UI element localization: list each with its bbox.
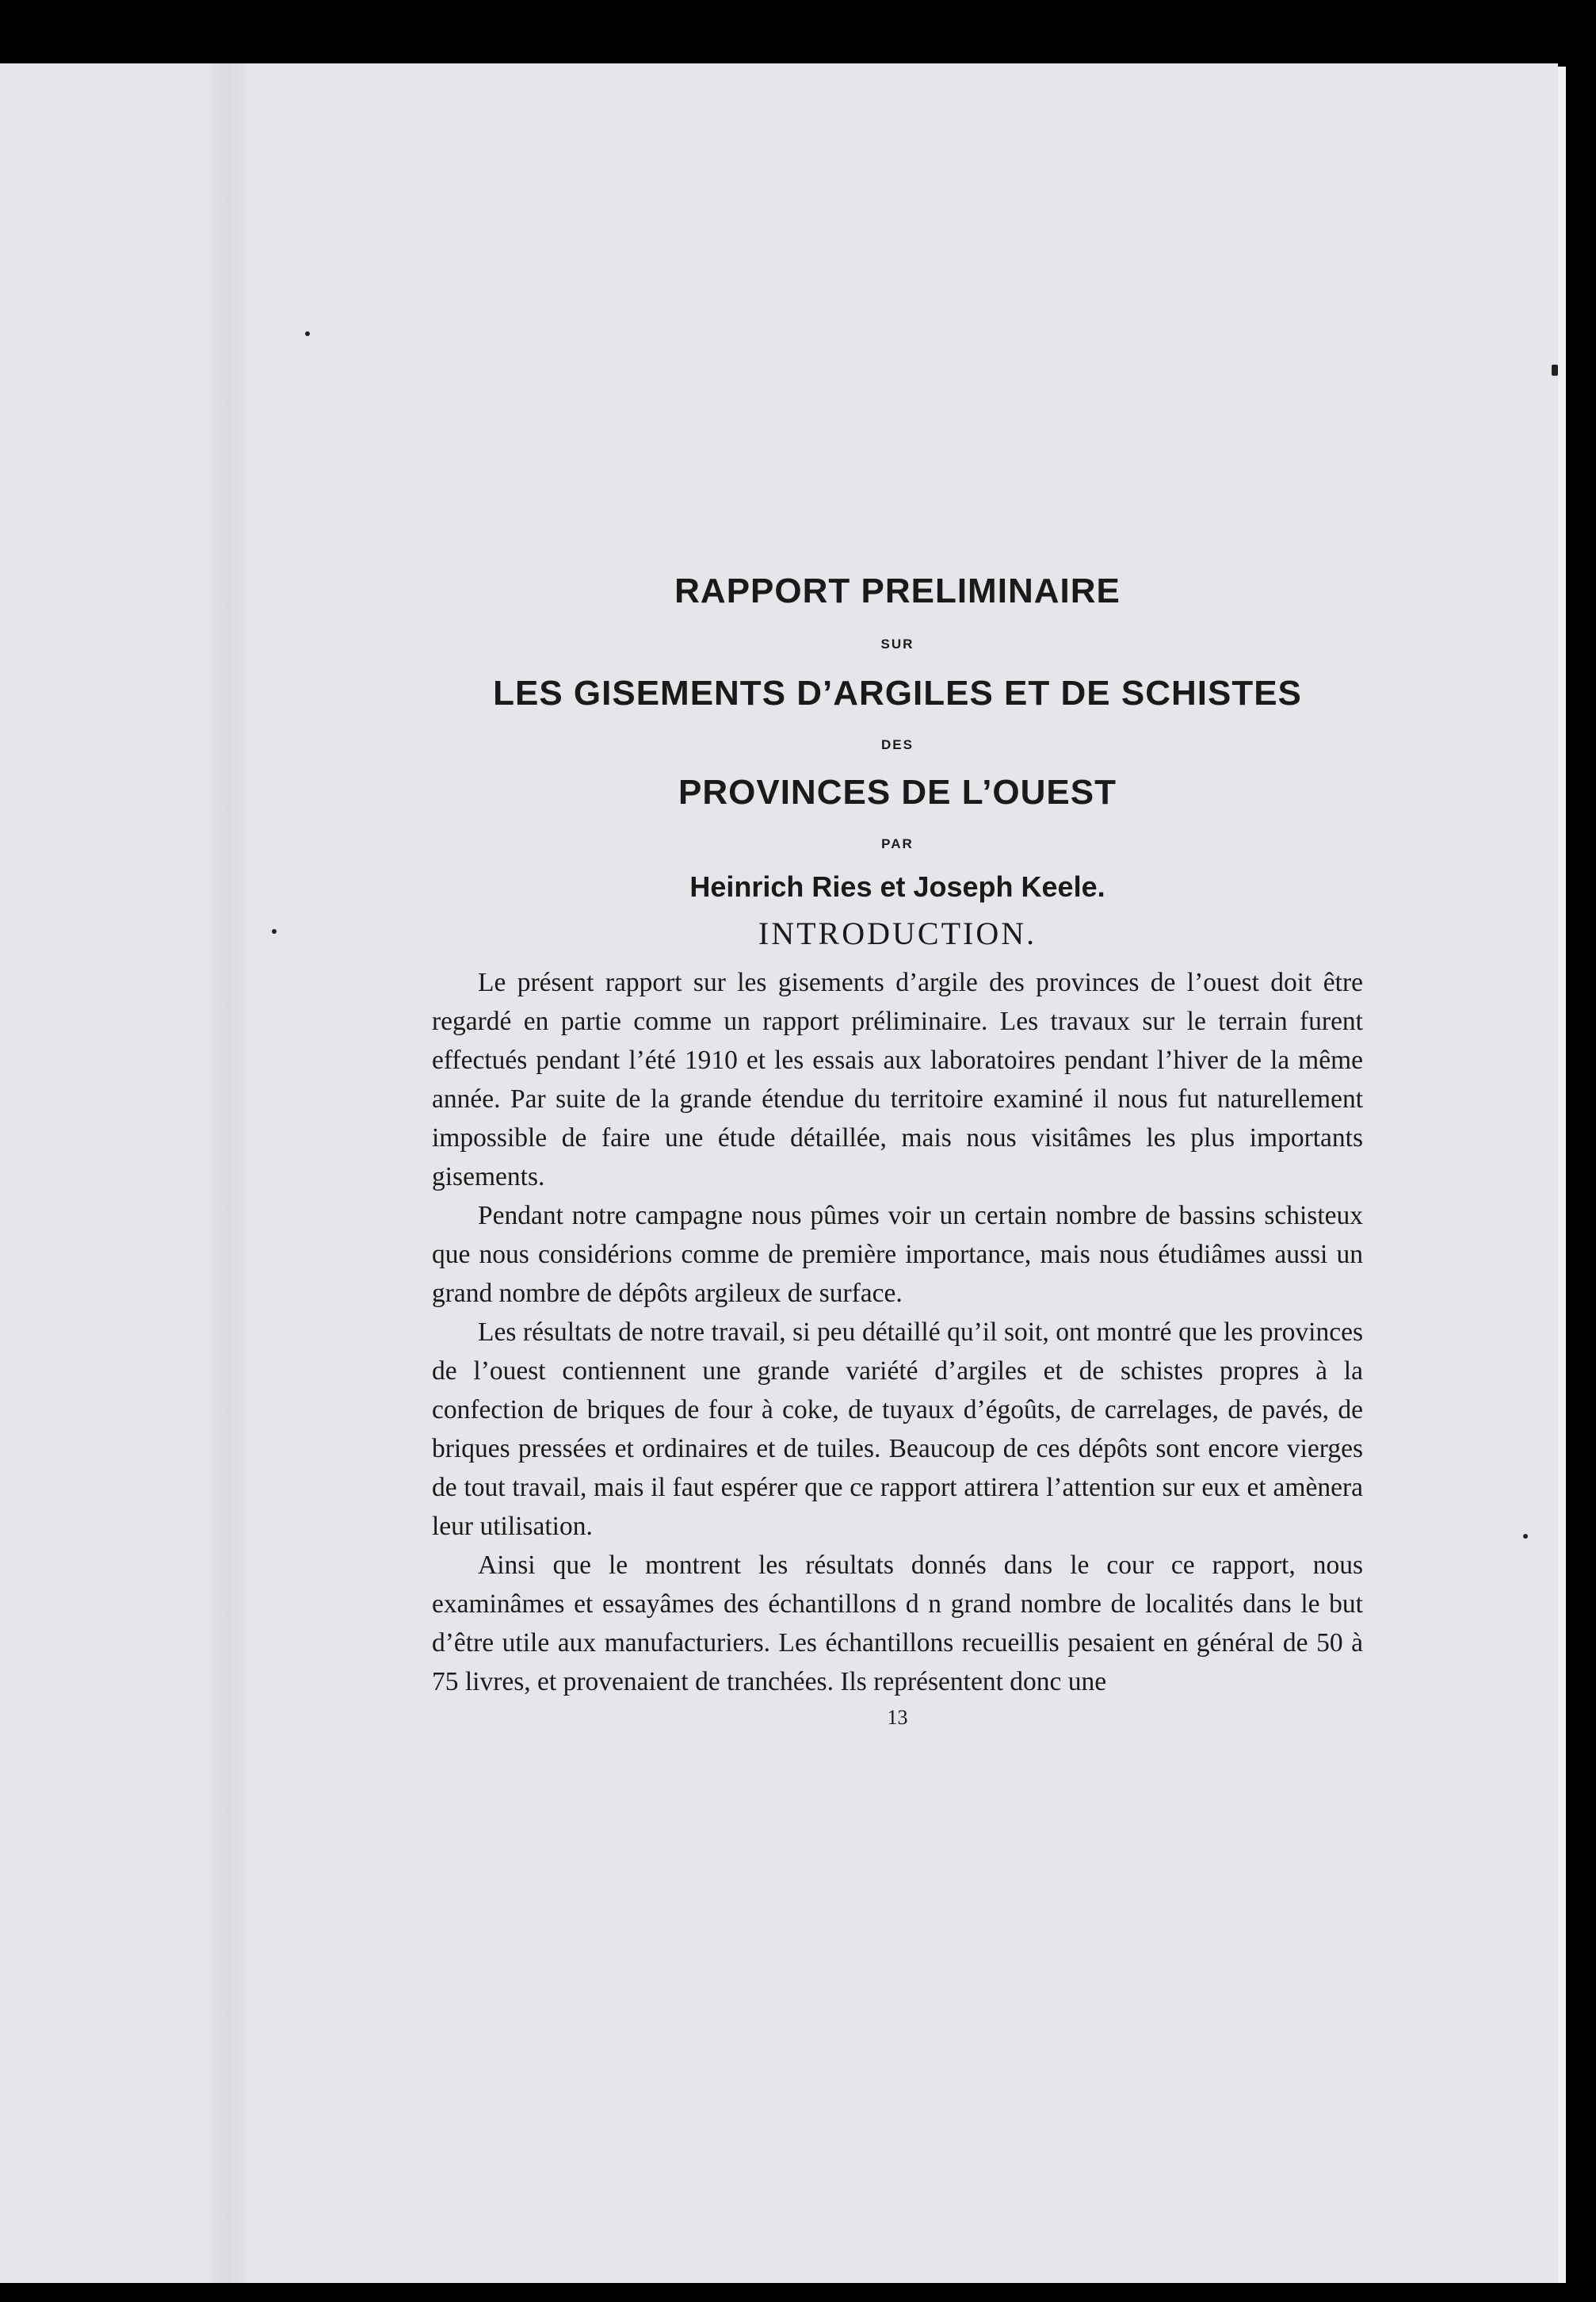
connector-par: PAR: [881, 836, 914, 852]
binding-gutter: [204, 63, 252, 2283]
document-region: PROVINCES DE L’OUEST: [678, 773, 1117, 813]
scan-speck: [1552, 365, 1558, 376]
paragraph: Le présent rapport sur les gisements d’argile des provinces de l’ouest doit être regardé en partie comme un rapport préliminaire. Les travaux sur le terrain furent effectués pendant l’été 1910 et les essais aux laboratoires pendant l’hiver de la même année. Par suite de la grande étendue du territoire examiné il nous fut naturellement impossible de faire une étude détaillée, mais nous visitâmes les plus importants gisements.: [432, 967, 1363, 1191]
connector-des: DES: [881, 736, 914, 752]
paragraph: Les résultats de notre travail, si peu détaillé qu’il soit, ont montré que les provinces de l’ouest contiennent une grande variété d’argiles et de schistes propres à la confection de briques de four à coke, de tuyaux d’égoûts, de carrelages, de pavés, de briques pressées et ordinaires et de tuiles. Beaucoup de ces dépôts sont encore vierges de tout travail, mais il faut espérer que ce rapport attirera l’attention sur eux et amènera leur utilisation.: [432, 1317, 1363, 1541]
body-text: [432, 963, 1363, 1701]
connector-sur: SUR: [880, 636, 914, 652]
scan-speck: [305, 331, 310, 336]
document-title: RAPPORT PRELIMINAIRE: [674, 572, 1121, 610]
document-subtitle: LES GISEMENTS D’ARGILES ET DE SCHISTES: [493, 674, 1302, 713]
page-number: 13: [887, 1705, 908, 1729]
document-authors: Heinrich Ries et Joseph Keele.: [689, 870, 1105, 903]
paragraph: Pendant notre campagne nous pûmes voir un certain nombre de bassins schisteux que nous considérions comme de première importance, mais nous étudiâmes aussi un grand nombre de dépôts argileux de surface.: [432, 1200, 1363, 1308]
page-edge: [1558, 67, 1566, 2283]
scan-speck: [272, 929, 277, 934]
section-heading: INTRODUCTION.: [758, 915, 1037, 951]
document-content: [432, 571, 1363, 1730]
scan-speck: [1523, 1534, 1528, 1539]
paragraph: Ainsi que le montrent les résultats donnés dans le cour ce rapport, nous examinâmes et essayâmes des échantillons d n grand nombre de localités dans le but d’être utile aux manufacturiers. Les échantillons recueillis pesaient en général de 50 à 75 livres, et provenaient de tranchées. Ils représentent donc une: [432, 1550, 1363, 1696]
